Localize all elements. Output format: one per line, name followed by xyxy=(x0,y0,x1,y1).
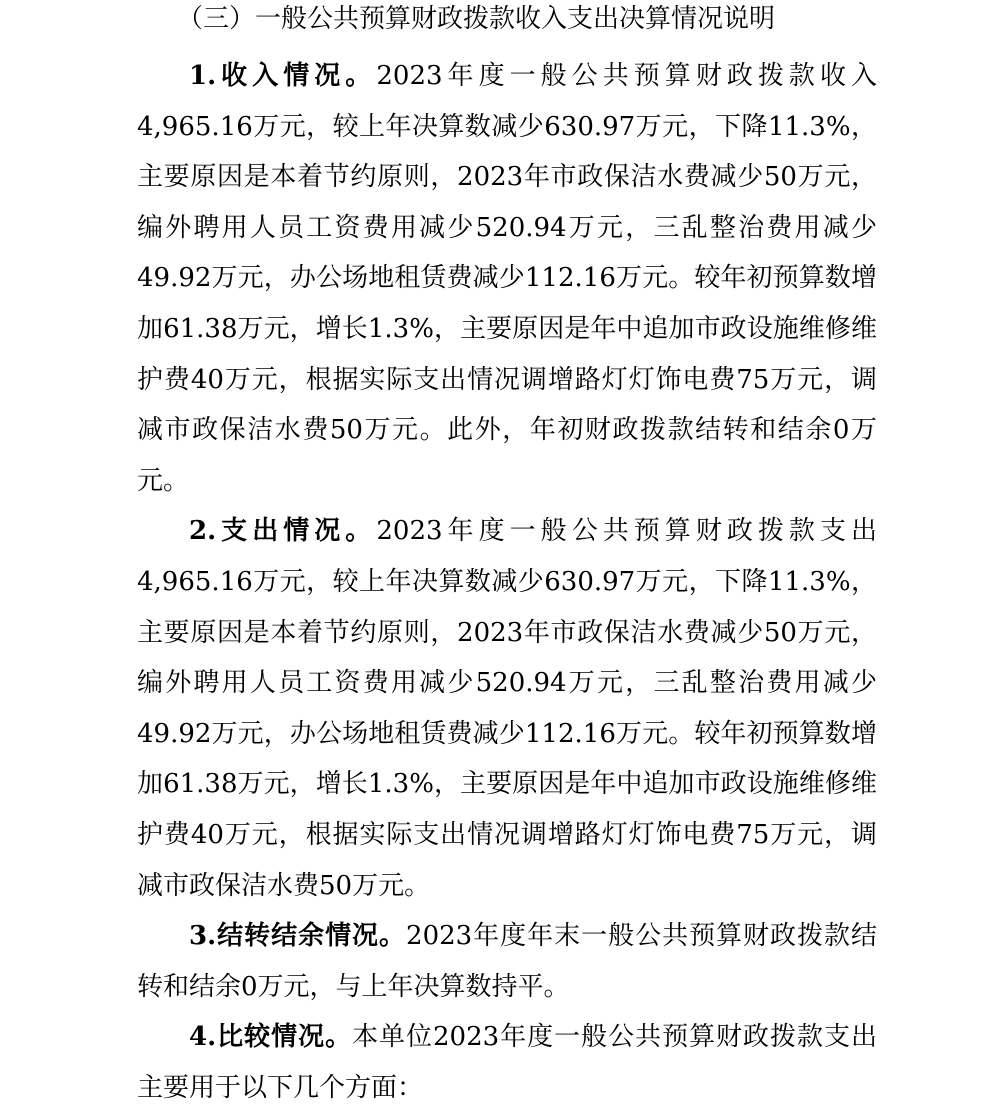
section-heading: （三）一般公共预算财政拨款收入支出决算情况说明 xyxy=(177,4,776,34)
paragraph-income xyxy=(137,51,877,506)
paragraph-body: 2023年度一般公共预算财政拨款收入4,965.16万元，较上年决算数减少630.97万元，下降11.3%，主要原因是本着节约原则，2023年市政保洁水费减少50万元，编外聘用人员工资费用减少520.94万元，三乱整治费用减少49.92万元，办公场地租赁费减少112.16万元。较年初预算数增加61.38万元，增长1.3%，主要原因是年中追加市政设施维修维护费40万元，根据实际支出情况调增路灯灯饰电费75万元，调减市政保洁水费50万元。此外，年初财政拨款结转和结余0万元。 xyxy=(137,61,877,496)
paragraph-body: 本单位2023年度一般公共预算财政拨款支出主要用于以下几个方面： xyxy=(137,1022,877,1103)
paragraph-lead: 3.结转结余情况。 xyxy=(189,921,407,952)
paragraph-expenditure xyxy=(137,506,877,911)
document-page xyxy=(137,0,877,1113)
paragraph-body: 2023年度年末一般公共预算财政拨款结转和结余0万元，与上年决算数持平。 xyxy=(137,921,877,1002)
paragraph-body: 2023年度一般公共预算财政拨款支出4,965.16万元，较上年决算数减少630.97万元，下降11.3%，主要原因是本着节约原则，2023年市政保洁水费减少50万元，编外聘用人员工资费用减少520.94万元，三乱整治费用减少49.92万元，办公场地租赁费减少112.16万元。较年初预算数增加61.38万元，增长1.3%，主要原因是年中追加市政设施维修维护费40万元，根据实际支出情况调增路灯灯饰电费75万元，调减市政保洁水费50万元。 xyxy=(137,516,877,901)
paragraph-lead: 2.支出情况。 xyxy=(189,516,377,547)
paragraph-comparison xyxy=(137,1012,877,1113)
paragraph-lead: 1.收入情况。 xyxy=(189,61,377,91)
paragraph-lead: 4.比较情况。 xyxy=(189,1022,353,1053)
paragraph-carryover xyxy=(137,911,877,1012)
